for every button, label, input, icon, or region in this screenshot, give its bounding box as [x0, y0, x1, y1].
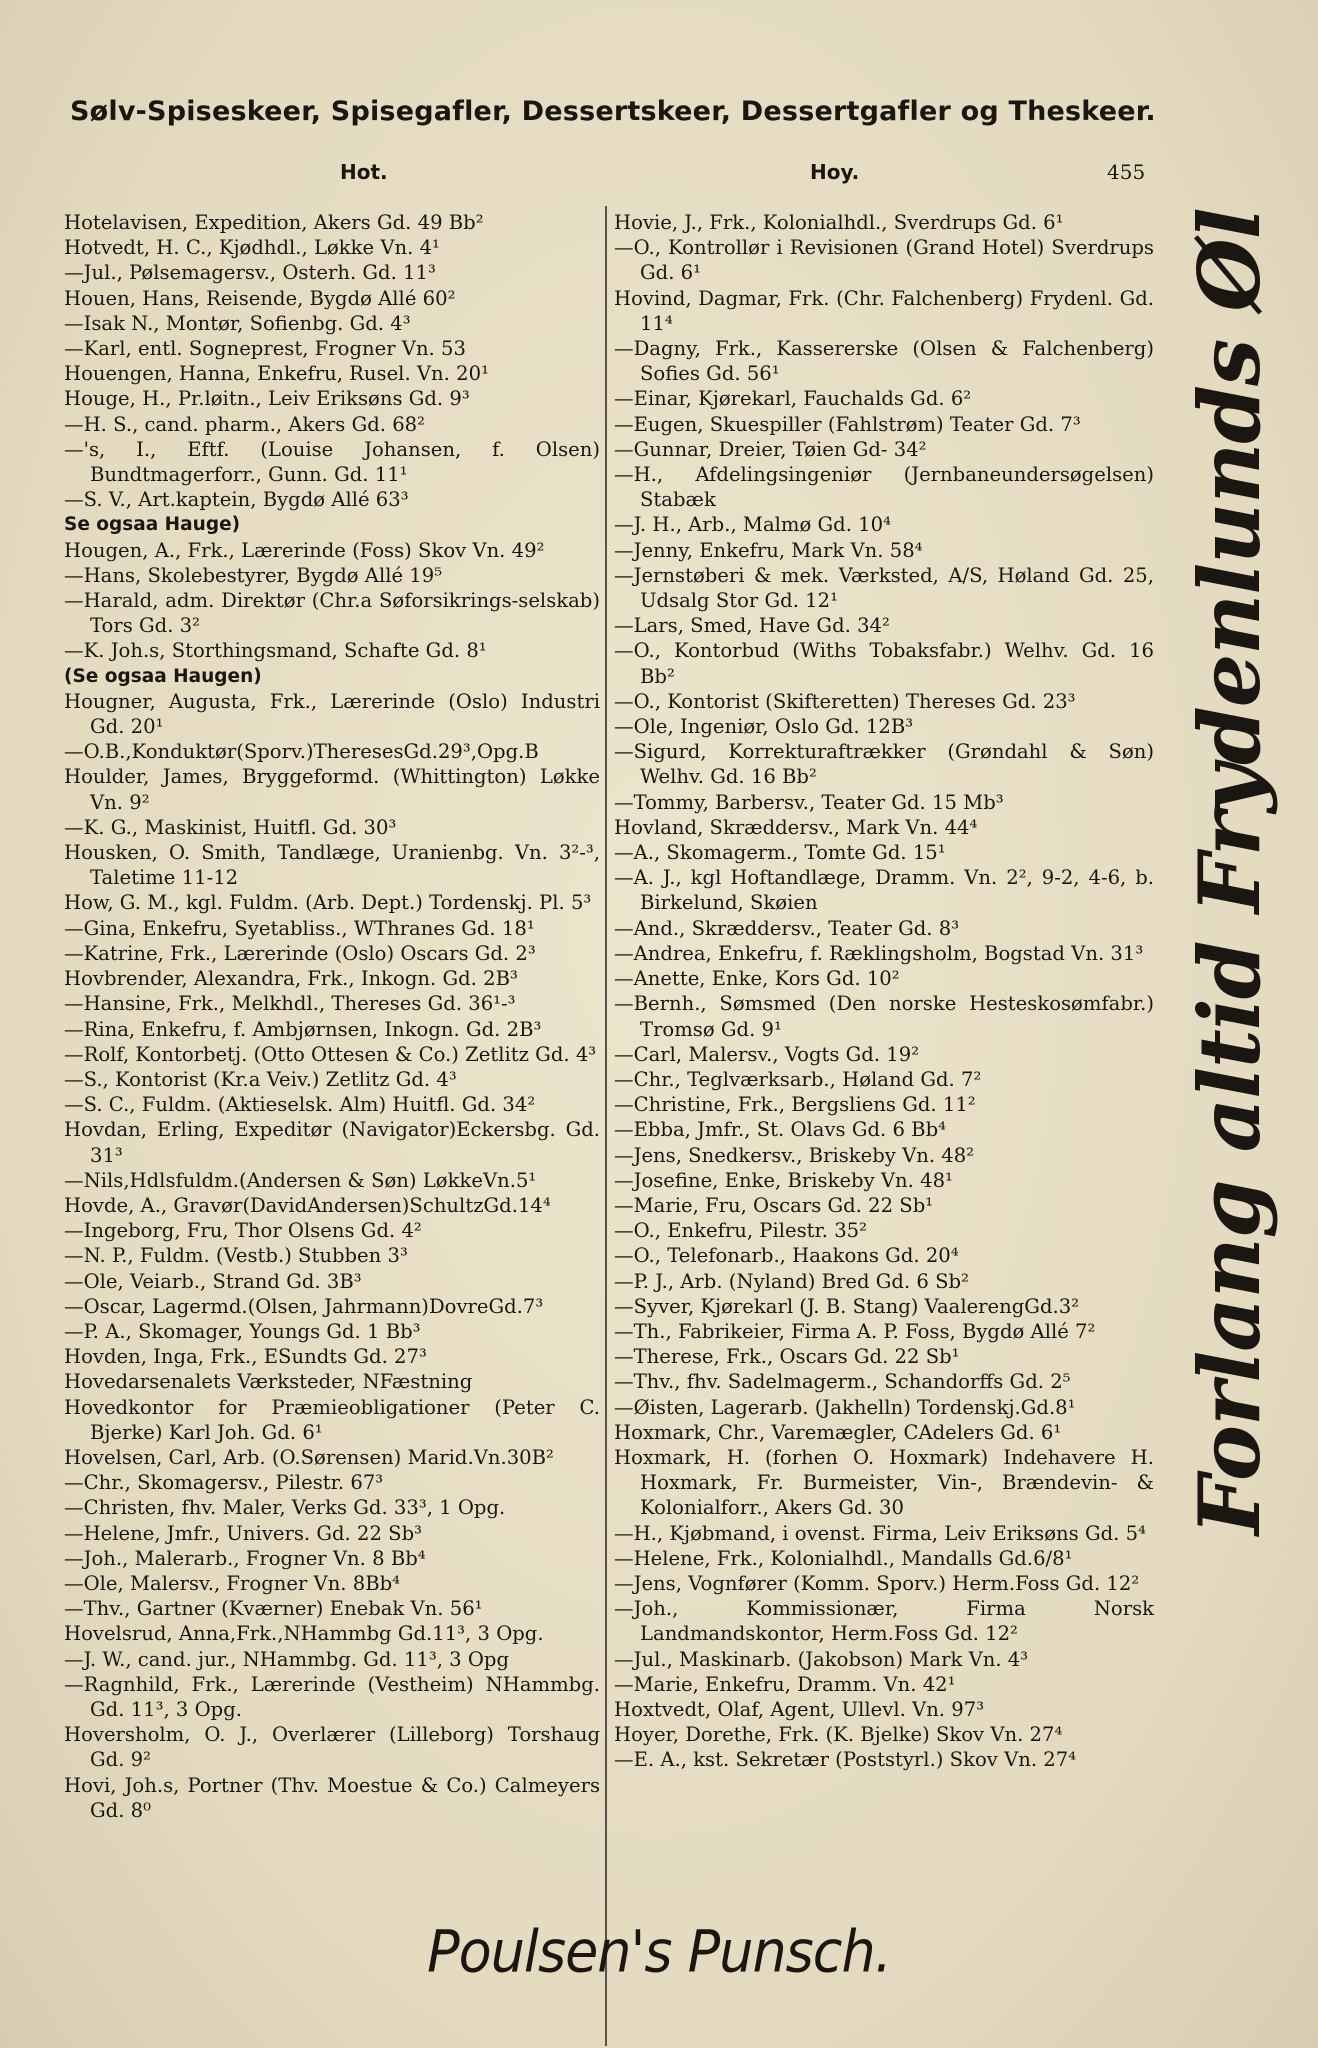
directory-entry: Hovi, Joh.s, Portner (Thv. Moestue & Co.) Calmeyers Gd. 8⁰	[64, 1773, 600, 1822]
directory-entry: Hovden, Inga, Frk., ESundts Gd. 27³	[64, 1345, 427, 1369]
directory-entry: —H., Kjøbmand, i ovenst. Firma, Leiv Eriksøns Gd. 5⁴	[614, 1521, 1146, 1545]
directory-entry: —Jul., Pølsemagersv., Osterh. Gd. 11³	[64, 261, 436, 285]
directory-entry: —Helene, Frk., Kolonialhdl., Mandalls Gd.6/8¹	[614, 1546, 1073, 1570]
directory-entry: Hovbrender, Alexandra, Frk., Inkogn. Gd. 2B³	[64, 967, 518, 991]
directory-entry: —H., Afdelingsingeniør (Jernbaneundersøgelsen) Stabæk	[614, 463, 1154, 512]
directory-entry: —'s, I., Eftf. (Louise Johansen, f. Olsen) Bundtmagerforr., Gunn. Gd. 11¹	[64, 437, 600, 487]
directory-entry: —Øisten, Lagerarb. (Jakhelln) Tordenskj.Gd.8¹	[614, 1395, 1076, 1419]
directory-entry: Hovelsen, Carl, Arb. (O.Sørensen) Marid.Vn.30B²	[64, 1445, 554, 1469]
directory-entry: —O., Telefonarb., Haakons Gd. 20⁴	[614, 1244, 959, 1268]
directory-entry: —Jens, Snedkersv., Briskeby Vn. 48²	[614, 1143, 975, 1167]
directory-entry: —Dagny, Frk., Kassererske (Olsen & Falchenberg) Sofies Gd. 56¹	[614, 337, 1154, 386]
directory-entry: —Oscar, Lagermd.(Olsen, Jahrmann)DovreGd.7³	[64, 1294, 544, 1318]
directory-entry: —E. A., kst. Sekretær (Poststyrl.) Skov Vn. 27⁴	[614, 1748, 1077, 1772]
directory-entry: Hoyer, Dorethe, Frk. (K. Bjelke) Skov Vn. 27⁴	[614, 1723, 1063, 1747]
directory-entry: Hotelavisen, Expedition, Akers Gd. 49 Bb²	[64, 211, 484, 234]
directory-entry: Houlder, James, Bryggeformd. (Whittington) Løkke Vn. 9²	[64, 765, 600, 814]
directory-entry: Hougner, Augusta, Frk., Lærerinde (Oslo) Industri Gd. 20¹	[64, 689, 600, 739]
directory-entry: —Ragnhild, Frk., Lærerinde (Vestheim) NHammbg. Gd. 11³, 3 Opg.	[64, 1672, 600, 1721]
directory-entry: —Thv., Gartner (Kværner) Enebak Vn. 56¹	[64, 1597, 483, 1621]
directory-entry: Hovdan, Erling, Expeditør (Navigator)Eckersbg. Gd. 31³	[64, 1118, 600, 1167]
directory-entry: —Bernh., Sømsmed (Den norske Hesteskosømfabr.) Tromsø Gd. 9¹	[614, 992, 1154, 1041]
directory-entry: —Gina, Enkefru, Syetabliss., WThranes Gd. 18¹	[64, 916, 535, 940]
directory-entry: —Helene, Jmfr., Univers. Gd. 22 Sb³	[64, 1521, 422, 1545]
directory-entry: —Nils,Hdlsfuldm.(Andersen & Søn) LøkkeVn.5¹	[64, 1168, 537, 1192]
directory-entry: —Rina, Enkefru, f. Ambjørnsen, Inkogn. Gd. 2B³	[64, 1017, 542, 1041]
directory-entry: Houen, Hans, Reisende, Bygdø Allé 60²	[64, 286, 456, 310]
directory-entry: —Chr., Teglværksarb., Høland Gd. 7²	[614, 1067, 982, 1091]
directory-entry: —Josefine, Enke, Briskeby Vn. 48¹	[614, 1168, 953, 1192]
directory-entry: —Therese, Frk., Oscars Gd. 22 Sb¹	[614, 1345, 960, 1369]
directory-entry: —Joh., Kommissionær, Firma Norsk Landmandskontor, Herm.Foss Gd. 12²	[614, 1597, 1154, 1646]
directory-entry: —O., Enkefru, Pilestr. 35²	[614, 1219, 867, 1243]
directory-entry: —Marie, Fru, Oscars Gd. 22 Sb¹	[614, 1193, 934, 1217]
directory-entry: Hoxmark, H. (forhen O. Hoxmark) Indehavere H. Hoxmark, Fr. Burmeister, Vin-, Brændevin- & Kolonialforr., Akers Gd. 30	[614, 1445, 1154, 1520]
directory-entry: —S., Kontorist (Kr.a Veiv.) Zetlitz Gd. 4³	[64, 1067, 457, 1091]
directory-entry: —K. G., Maskinist, Huitfl. Gd. 30³	[64, 815, 397, 839]
directory-entry: —Harald, adm. Direktør (Chr.a Søforsikrings-selskab) Tors Gd. 3²	[64, 589, 600, 638]
directory-entry: Hoversholm, O. J., Overlærer (Lilleborg) Torshaug Gd. 9²	[64, 1723, 600, 1772]
directory-entry: —Jenny, Enkefru, Mark Vn. 58⁴	[614, 538, 923, 562]
directory-entry: —Joh., Malerarb., Frogner Vn. 8 Bb⁴	[64, 1546, 426, 1570]
directory-entry: —Marie, Enkefru, Dramm. Vn. 42¹	[614, 1672, 956, 1696]
directory-entry: —Ole, Ingeniør, Oslo Gd. 12B³	[614, 715, 914, 739]
directory-entry: —Jernstøberi & mek. Værksted, A/S, Høland Gd. 25, Udsalg Stor Gd. 12¹	[614, 563, 1154, 613]
directory-entry: —J. H., Arb., Malmø Gd. 10⁴	[614, 513, 891, 537]
directory-entry: —O., Kontorbud (Withs Tobaksfabr.) Welhv. Gd. 16 Bb²	[614, 639, 1154, 688]
directory-entry: —N. P., Fuldm. (Vestb.) Stubben 3³	[64, 1244, 408, 1268]
directory-entry: —S. C., Fuldm. (Aktieselsk. Alm) Huitfl. Gd. 34²	[64, 1093, 536, 1117]
column-divider	[605, 206, 607, 2046]
directory-entry: —O.B.,Konduktør(Sporv.)TheresesGd.29³,Opg.B	[64, 740, 539, 764]
directory-entry: —A., Skomagerm., Tomte Gd. 15¹	[614, 841, 946, 865]
directory-entry: Hoxmark, Chr., Varemægler, CAdelers Gd. 6¹	[614, 1420, 1062, 1444]
right-column	[614, 210, 1154, 1773]
directory-entry: —O., Kontrollør i Revisionen (Grand Hotel) Sverdrups Gd. 6¹	[614, 236, 1154, 285]
directory-entry: Hovelsrud, Anna,Frk.,NHammbg Gd.11³, 3 Opg.	[64, 1622, 544, 1646]
directory-entry: Se ogsaa Hauge)	[64, 514, 241, 536]
directory-entry: —Eugen, Skuespiller (Fahlstrøm) Teater Gd. 7³	[614, 412, 1081, 436]
directory-entry: —Sigurd, Korrekturaftrækker (Grøndahl & Søn) Welhv. Gd. 16 Bb²	[614, 740, 1154, 789]
directory-entry: —Andrea, Enkefru, f. Ræklingsholm, Bogstad Vn. 31³	[614, 941, 1144, 965]
directory-entry: —Jens, Vognfører (Komm. Sporv.) Herm.Foss Gd. 12²	[614, 1571, 1140, 1595]
directory-entry: —Rolf, Kontorbetj. (Otto Ottesen & Co.) Zetlitz Gd. 4³	[64, 1042, 597, 1066]
directory-entry: —Tommy, Barbersv., Teater Gd. 15 Mb³	[614, 790, 1004, 814]
directory-entry: —P. J., Arb. (Nyland) Bred Gd. 6 Sb²	[614, 1269, 969, 1293]
directory-entry: —Christine, Frk., Bergsliens Gd. 11²	[614, 1093, 976, 1117]
directory-entry: Hotvedt, H. C., Kjødhdl., Løkke Vn. 4¹	[64, 236, 440, 260]
top-advertisement: Sølv-Spiseskeer, Spisegafler, Dessertskeer, Dessertgafler og Theskeer.	[70, 96, 1156, 127]
directory-entry: —J. W., cand. jur., NHammbg. Gd. 11³, 3 Opg	[64, 1647, 509, 1671]
directory-entry: —Hans, Skolebestyrer, Bygdø Allé 19⁵	[64, 563, 443, 587]
directory-entry: —Ebba, Jmfr., St. Olavs Gd. 6 Bb⁴	[614, 1118, 946, 1142]
directory-entry: —Gunnar, Dreier, Tøien Gd- 34²	[614, 437, 927, 461]
directory-entry: —Hansine, Frk., Melkhdl., Thereses Gd. 36¹-³	[64, 992, 516, 1016]
directory-entry: —P. A., Skomager, Youngs Gd. 1 Bb³	[64, 1319, 421, 1343]
directory-entry: —Karl, entl. Sogneprest, Frogner Vn. 53	[64, 337, 466, 361]
directory-entry: Hoxtvedt, Olaf, Agent, Ullevl. Vn. 97³	[614, 1697, 985, 1721]
directory-entry: Hovedkontor for Præmieobligationer (Peter C. Bjerke) Karl Joh. Gd. 6¹	[64, 1395, 600, 1444]
right-column-heading: Hoy.	[810, 160, 860, 184]
directory-entry: —Th., Fabrikeier, Firma A. P. Foss, Bygdø Allé 7²	[614, 1319, 1096, 1343]
directory-entry: —Ole, Malersv., Frogner Vn. 8Bb⁴	[64, 1571, 401, 1595]
directory-entry: —And., Skræddersv., Teater Gd. 8³	[614, 916, 960, 940]
directory-entry: —Ole, Veiarb., Strand Gd. 3B³	[64, 1269, 362, 1293]
directory-entry: —Lars, Smed, Have Gd. 34²	[614, 614, 890, 638]
directory-entry: —K. Joh.s, Storthingsmand, Schafte Gd. 8¹	[64, 639, 487, 663]
directory-entry: Hovie, J., Frk., Kolonialhdl., Sverdrups Gd. 6¹	[614, 211, 1064, 234]
directory-entry: Houge, H., Pr.løitn., Leiv Eriksøns Gd. 9³	[64, 387, 470, 411]
directory-entry: —S. V., Art.kaptein, Bygdø Allé 63³	[64, 488, 409, 512]
side-advertisement: Forlang altid Frydenlunds Øl	[1180, 208, 1279, 1535]
directory-entry: —H. S., cand. pharm., Akers Gd. 68²	[64, 412, 426, 436]
directory-entry: Houengen, Hanna, Enkefru, Rusel. Vn. 20¹	[64, 362, 489, 386]
directory-entry: Hovde, A., Gravør(DavidAndersen)SchultzGd.14⁴	[64, 1193, 551, 1217]
directory-entry: —Christen, fhv. Maler, Verks Gd. 33³, 1 Opg.	[64, 1496, 506, 1520]
directory-entry: —Jul., Maskinarb. (Jakobson) Mark Vn. 4³	[614, 1647, 1029, 1671]
directory-entry: —O., Kontorist (Skifteretten) Thereses Gd. 23³	[614, 689, 1076, 713]
directory-entry: —Syver, Kjørekarl (J. B. Stang) VaalerengGd.3²	[614, 1294, 1080, 1318]
directory-entry: —Ingeborg, Fru, Thor Olsens Gd. 4²	[64, 1219, 422, 1243]
directory-entry: —Einar, Kjørekarl, Fauchalds Gd. 6²	[614, 387, 972, 411]
directory-entry: (Se ogsaa Haugen)	[64, 665, 262, 687]
directory-entry: —Chr., Skomagersv., Pilestr. 67³	[64, 1471, 384, 1495]
directory-entry: —A. J., kgl Hoftandlæge, Dramm. Vn. 2², 9-2, 4-6, b. Birkelund, Skøien	[614, 866, 1154, 915]
left-column-heading: Hot.	[340, 160, 388, 184]
directory-entry: Hovedarsenalets Værksteder, NFæstning	[64, 1370, 473, 1394]
directory-entry: —Carl, Malersv., Vogts Gd. 19²	[614, 1042, 920, 1066]
directory-entry: Hovind, Dagmar, Frk. (Chr. Falchenberg) Frydenl. Gd. 11⁴	[614, 286, 1154, 335]
bottom-advertisement: Poulsen's Punsch.	[427, 1917, 891, 1986]
directory-entry: —Thv., fhv. Sadelmagerm., Schandorffs Gd. 2⁵	[614, 1370, 1071, 1394]
directory-entry: Housken, O. Smith, Tandlæge, Uranienbg. Vn. 3²-³, Taletime 11-12	[64, 841, 600, 890]
left-column	[64, 210, 600, 1823]
directory-entry: —Anette, Enke, Kors Gd. 10²	[614, 967, 900, 991]
directory-entry: How, G. M., kgl. Fuldm. (Arb. Dept.) Tordenskj. Pl. 5³	[64, 891, 592, 915]
directory-entry: Hougen, A., Frk., Lærerinde (Foss) Skov Vn. 49²	[64, 538, 545, 562]
directory-entry: Hovland, Skræddersv., Mark Vn. 44⁴	[614, 815, 978, 839]
directory-entry: —Katrine, Frk., Lærerinde (Oslo) Oscars Gd. 2³	[64, 941, 536, 965]
directory-entry: —Isak N., Montør, Sofienbg. Gd. 4³	[64, 311, 411, 335]
page-number: 455	[1107, 160, 1146, 184]
